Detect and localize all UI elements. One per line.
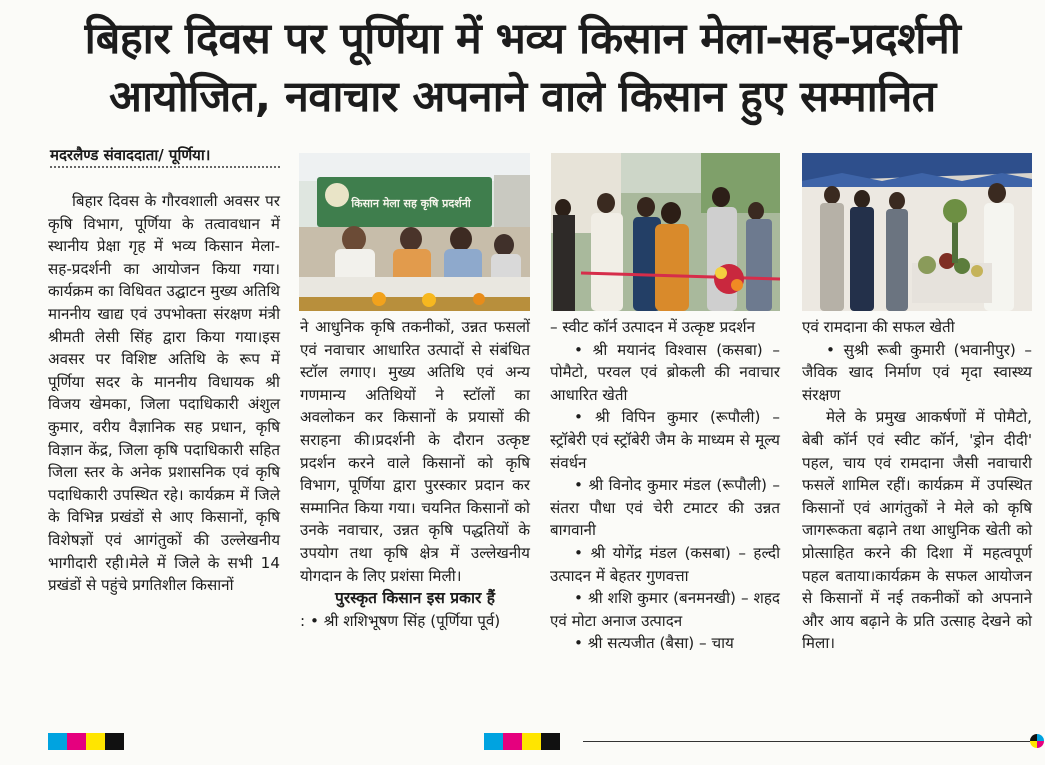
list-item: • श्री योगेंद्र मंडल (कसबा) – हल्दी उत्पादन में बेहतर गुणवत्ता bbox=[550, 543, 780, 585]
paragraph: मेले के प्रमुख आकर्षणों में पोमैटो, बेबी कॉर्न एवं स्वीट कॉर्न, 'ड्रोन दीदी' पहल, चाय एवं रामदाना जैसी नवाचारी फसलें शामिल रहीं। कार्यक्रम में उपस्थित किसानों एवं आगंतुकों ने मेले को कृषि जागरूकता बढ़ाने तथा आधुनिक खेती को प्रोत्साहित करने की दिशा में महत्वपूर्ण पहल बताया।कार्यक्रम के सफल आयोजन से किसानों में नई तकनीकों को अपनाने और आय बढ़ाने के प्रति उत्साह देखने को मिला। bbox=[802, 408, 1032, 653]
list-item: • सुश्री रूबी कुमारी (भवानीपुर) – जैविक खाद निर्माण एवं मृदा स्वास्थ्य संरक्षण bbox=[802, 340, 1032, 404]
list-item: एवं रामदाना की सफल खेती bbox=[802, 318, 955, 336]
cyan-swatch bbox=[48, 733, 67, 750]
color-registration-bar bbox=[484, 733, 560, 750]
registration-target-icon bbox=[1030, 734, 1044, 748]
black-swatch bbox=[105, 733, 124, 750]
paragraph: बिहार दिवस के गौरवशाली अवसर पर कृषि विभाग, पूर्णिया के तत्वावधान में स्थानीय प्रेक्षा गृह में भव्य किसान मेला-सह-प्रदर्शनी का आयोजन किया गया। कार्यक्रम का विधिवत उद्घाटन मुख्य अतिथि माननीय खाद्य एवं उपभोक्ता संरक्षण मंत्री श्रीमती लेसी सिंह द्वारा किया गया।इस अवसर पर विशिष्ट अतिथि के रूप में पूर्णिया सदर के माननीय विधायक श्री विजय खेमका, जिला पदाधिकारी अंशुल कुमार, वरीय वैज्ञानिक सह प्रधान, कृषि विज्ञान केंद्र, जिला कृषि पदाधिकारी सहित जिला स्तर के अनेक प्रशासनिक एवं कृषि पदाधिकारी उपस्थित रहे। कार्यक्रम में जिले के विभिन्न प्रखंडों से आए किसानों, कृषि विशेषज्ञों एवं आगंतुकों की उल्लेखनीय भागीदारी रही।मेले में जिले के सभी 14 प्रखंडों से पहुंचे प्रगतिशील किसानों bbox=[48, 192, 280, 595]
byline: मदरलैण्ड संवाददाता/ पूर्णिया। bbox=[50, 146, 211, 164]
photo-dais-officials bbox=[299, 153, 530, 311]
list-item: – स्वीट कॉर्न उत्पादन में उत्कृष्ट प्रदर्शन bbox=[550, 318, 756, 336]
photo-ribbon-cutting bbox=[551, 153, 780, 311]
paragraph: ने आधुनिक कृषि तकनीकों, उन्नत फसलों एवं नवाचार आधारित उत्पादों से संबंधित स्टॉल लगाए। मुख्य अतिथि एवं अन्य गणमान्य अतिथियों ने स्टॉलों का अवलोकन कर किसानों के प्रयासों की सराहना की।प्रदर्शनी के दौरान उत्कृष्ट प्रदर्शन करने वाले किसानों को कृषि विभाग, पूर्णिया द्वारा पुरस्कार प्रदान कर सम्मानित किया गया। चयनित किसानों को उनके नवाचार, उन्नत कृषि पद्धतियों के उपयोग तथा कृषि क्षेत्र में उल्लेखनीय योगदान के लिए प्रशंसा मिली। bbox=[300, 318, 530, 585]
black-swatch bbox=[541, 733, 560, 750]
headline-line-2: आयोजित, नवाचार अपनाने वाले किसान हुए सम्मानित bbox=[109, 72, 936, 122]
magenta-swatch bbox=[67, 733, 86, 750]
yellow-swatch bbox=[522, 733, 541, 750]
list-item: • श्री शशि कुमार (बनमनखी) – शहद एवं मोटा अनाज उत्पादन bbox=[550, 589, 780, 630]
subheading: पुरस्कृत किसान इस प्रकार हैं bbox=[335, 589, 495, 608]
list-item: • श्री सत्यजीत (बैसा) – चाय bbox=[574, 634, 734, 653]
yellow-swatch bbox=[86, 733, 105, 750]
article-column-2 bbox=[300, 316, 530, 632]
bottom-rule bbox=[583, 741, 1030, 742]
article-column-3 bbox=[550, 316, 780, 655]
photo-exhibition-stall bbox=[802, 153, 1032, 311]
color-registration-bar bbox=[48, 733, 124, 750]
headline-line-1: बिहार दिवस पर पूर्णिया में भव्य किसान मेला-सह-प्रदर्शनी bbox=[84, 14, 961, 64]
magenta-swatch bbox=[503, 733, 522, 750]
list-item: • श्री विनोद कुमार मंडल (रूपौली) – संतरा पौधा एवं चेरी टमाटर की उन्नत बागवानी bbox=[550, 476, 780, 540]
byline-rule bbox=[50, 166, 280, 168]
list-item: • श्री विपिन कुमार (रूपौली) – स्ट्रॉबेरी एवं स्ट्रॉबेरी जैम के माध्यम से मूल्य संवर्धन bbox=[550, 408, 780, 472]
banner-text: किसान मेला सह कृषि प्रदर्शनी bbox=[351, 197, 471, 210]
article-column-1 bbox=[48, 190, 280, 597]
list-item: • श्री मयानंद विश्वास (कसबा) – पोमैटो, परवल एवं ब्रोकली की नवाचार आधारित खेती bbox=[550, 340, 780, 404]
cyan-swatch bbox=[484, 733, 503, 750]
article-column-4 bbox=[802, 316, 1032, 655]
headline bbox=[0, 10, 1045, 126]
list-item: : • श्री शशिभूषण सिंह (पूर्णिया पूर्व) bbox=[300, 611, 501, 630]
